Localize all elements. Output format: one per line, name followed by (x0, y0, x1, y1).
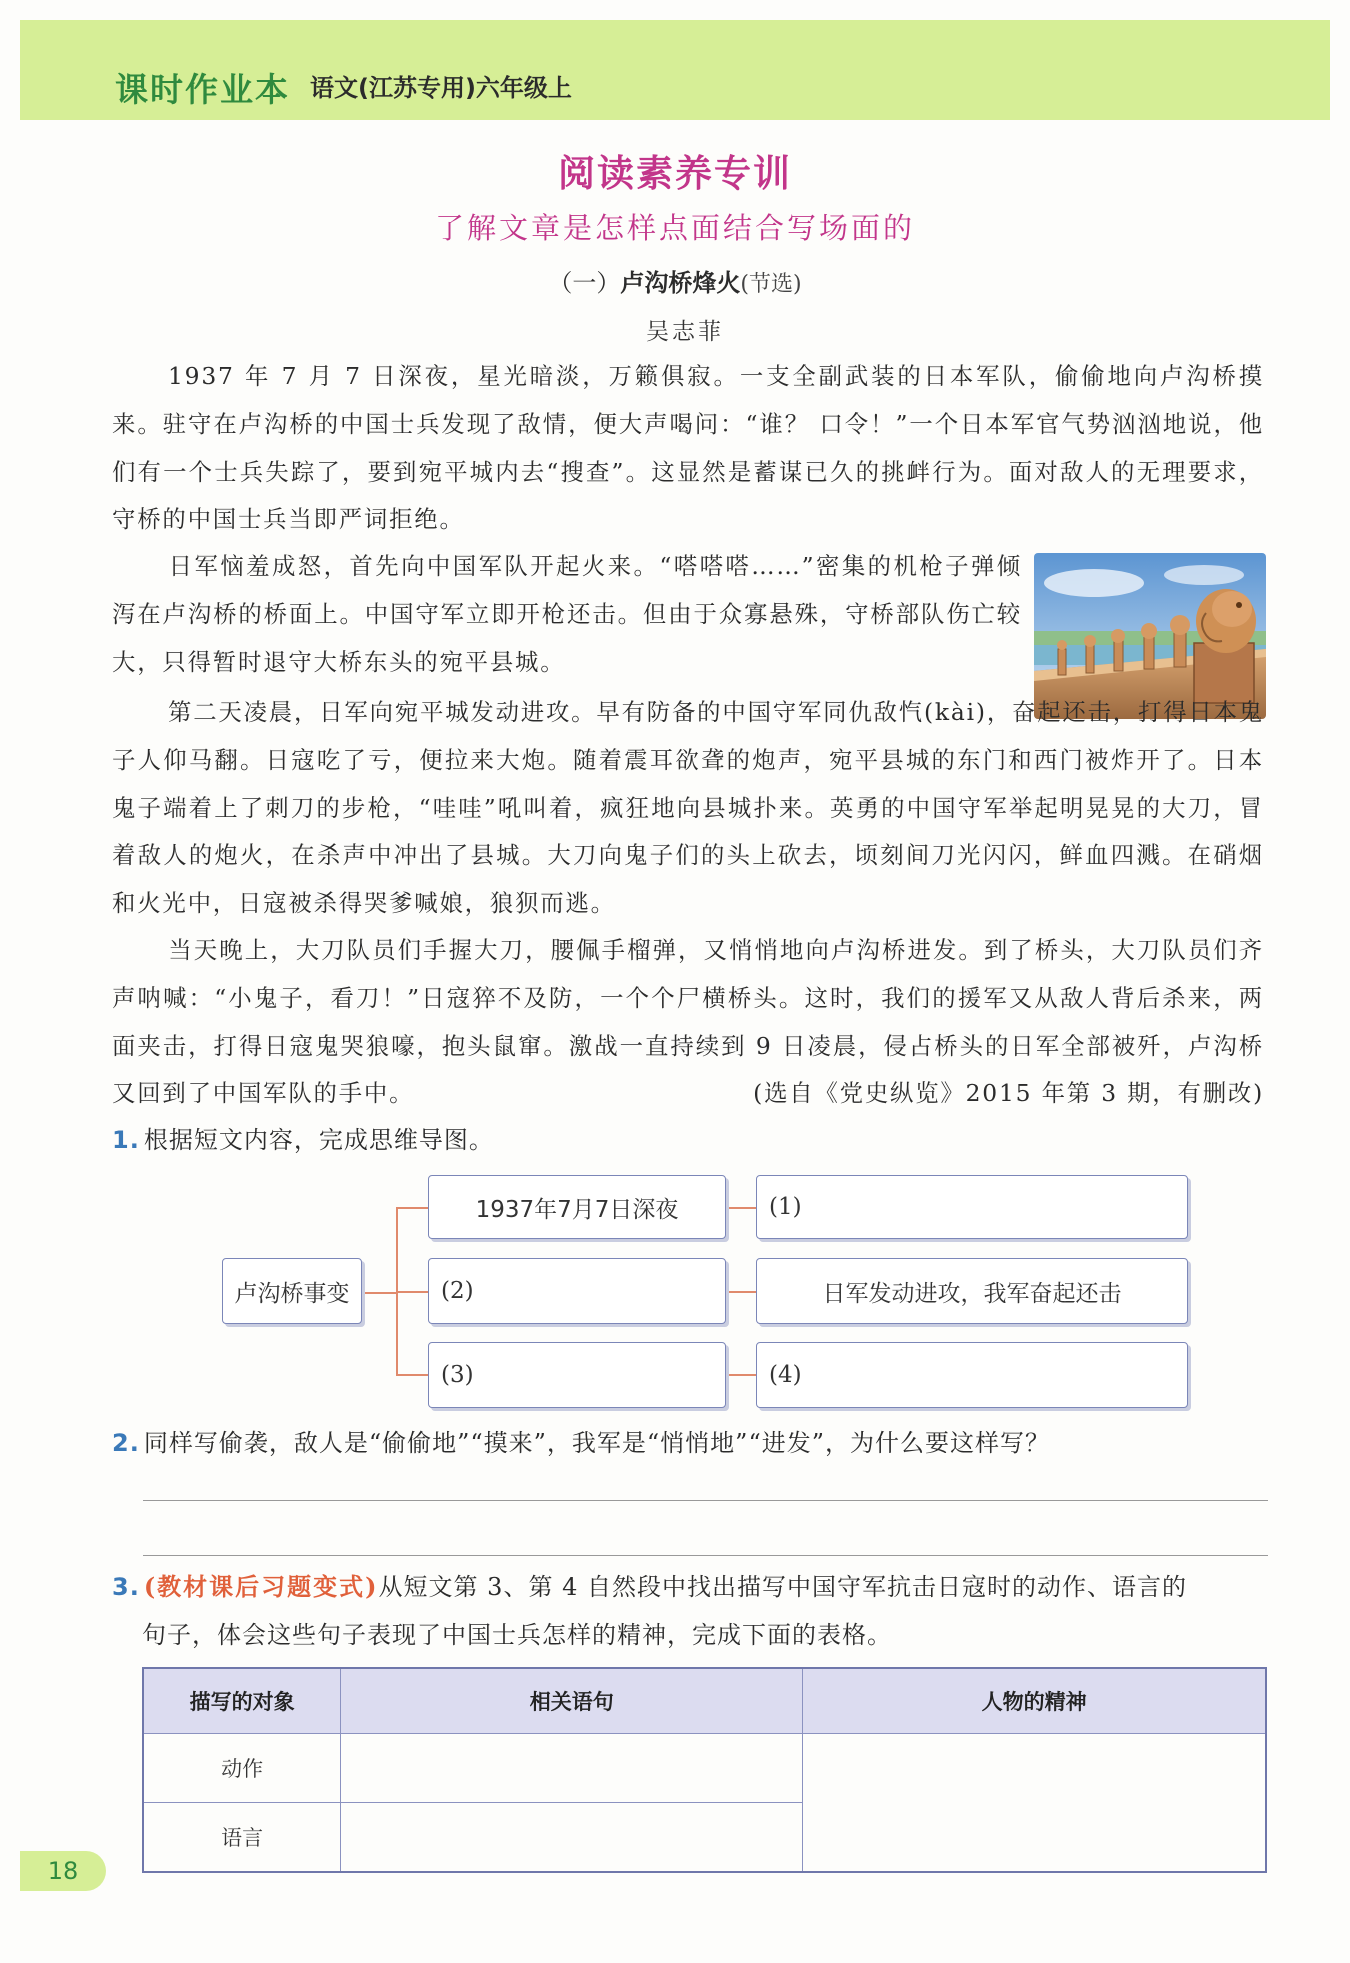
question-1 (112, 1116, 494, 1164)
table-header: 描写的对象 (143, 1668, 341, 1734)
connector (726, 1207, 756, 1209)
source-note: (选自《党史纵览》2015 年第 3 期，有删改) (753, 1079, 1264, 1108)
passage-number: （一） (548, 269, 621, 297)
mind-map-blank-2[interactable]: (2) (428, 1258, 726, 1324)
author: 吴志菲 (646, 319, 724, 345)
passage-note: (节选) (740, 272, 802, 297)
answer-line[interactable] (143, 1555, 1268, 1556)
connector (362, 1292, 396, 1294)
answer-line[interactable] (143, 1500, 1268, 1501)
question-1-number: 1. (112, 1126, 140, 1154)
passage-title (0, 263, 1350, 298)
table-row (143, 1734, 1266, 1803)
answer-table (142, 1667, 1267, 1873)
brand-title: 课时作业本 (115, 70, 290, 109)
mind-map-blank-3[interactable]: (3) (428, 1342, 726, 1408)
spirit-cell[interactable] (803, 1734, 1266, 1873)
row-label-speech: 语言 (143, 1803, 341, 1873)
table-header: 相关语句 (341, 1668, 803, 1734)
passage-name: 卢沟桥烽火 (620, 269, 741, 297)
paragraph-4 (112, 927, 1264, 1118)
question-2-number: 2. (112, 1429, 140, 1457)
sentence-cell[interactable] (341, 1803, 803, 1873)
question-3-text: 从短文第 3、第 4 自然段中找出描写中国守军抗击日寇时的动作、语言的 (378, 1573, 1187, 1601)
connector (396, 1207, 428, 1209)
connector (726, 1374, 756, 1376)
question-2-text: 同样写偷袭，敌人是“偷偷地”“摸来”，我军是“悄悄地”“进发”，为什么要这样写？ (143, 1429, 1050, 1457)
question-3-text-line2: 句子，体会这些句子表现了中国士兵怎样的精神，完成下面的表格。 (142, 1621, 892, 1649)
paragraph-2-text: 日军恼羞成怒，首先向中国军队开起火来。“嗒嗒嗒……”密集的机枪子弹倾泻在卢沟桥的桥面上。中国守军立即开枪还击。但由于众寡悬殊，守桥部队伤亡较大，只得暂时退守大桥东头的宛平县城。 (112, 552, 1022, 676)
question-1-text: 根据短文内容，完成思维导图。 (143, 1126, 494, 1154)
mind-map-blank-1[interactable]: (1) (756, 1175, 1188, 1239)
row-label-action: 动作 (143, 1734, 341, 1803)
book-info: 语文(江苏专用)六年级上 (310, 74, 572, 102)
question-3-tag: (教材课后习题变式) (143, 1572, 379, 1601)
mind-map-root: 卢沟桥事变 (222, 1258, 362, 1324)
connector (726, 1291, 756, 1293)
question-2 (112, 1419, 1050, 1467)
mind-map-time-node: 1937年7月7日深夜 (428, 1175, 726, 1239)
table-header-row (143, 1668, 1266, 1734)
mind-map-event-node: 日军发动进攻，我军奋起还击 (756, 1258, 1188, 1324)
paragraph-1 (112, 353, 1264, 544)
page-number: 18 (20, 1851, 106, 1891)
section-subtitle: 了解文章是怎样点面结合写场面的 (434, 211, 915, 245)
connector (396, 1291, 428, 1293)
mind-map-blank-4[interactable]: (4) (756, 1342, 1188, 1408)
sentence-cell[interactable] (341, 1734, 803, 1803)
question-3 (112, 1563, 1272, 1659)
paragraph-3 (112, 689, 1264, 928)
question-3-number: 3. (112, 1573, 140, 1601)
paragraph-1-text: 1937 年 7 月 7 日深夜，星光暗淡，万籁俱寂。一支全副武装的日本军队，偷偷地向卢沟桥摸来。驻守在卢沟桥的中国士兵发现了敌情，便大声喝问：“谁？ 口令！”一个日本军官气势汹汹地说，他们有一个士兵失踪了，要到宛平城内去“搜查”。这显然是蓄谋已久的挑衅行为。面对敌人的无理要求，守桥的中国士兵当即严词拒绝。 (112, 362, 1264, 534)
paragraph-2 (112, 543, 1022, 686)
section-title: 阅读素养专训 (558, 152, 792, 195)
paragraph-4-text: 当天晚上，大刀队员们手握大刀，腰佩手榴弹，又悄悄地向卢沟桥进发。到了桥头，大刀队员们齐声呐喊：“小鬼子，看刀！”日寇猝不及防，一个个尸横桥头。这时，我们的援军又从敌人背后杀来，两面夹击，打得日寇鬼哭狼嚎，抱头鼠窜。激战一直持续到 9 日凌晨，侵占桥头的日军全部被歼，卢沟桥又回到了中国军队的手中。 (112, 936, 1264, 1108)
connector (396, 1374, 428, 1376)
paragraph-3-text: 第二天凌晨，日军向宛平城发动进攻。早有防备的中国守军同仇敌忾(kài)，奋起还击，打得日本鬼子人仰马翻。日寇吃了亏，便拉来大炮。随着震耳欲聋的炮声，宛平县城的东门和西门被炸开了。日本鬼子端着上了刺刀的步枪，“哇哇”吼叫着，疯狂地向县城扑来。英勇的中国守军举起明晃晃的大刀，冒着敌人的炮火，在杀声中冲出了县城。大刀向鬼子们的头上砍去，顷刻间刀光闪闪，鲜血四溅。在硝烟和火光中，日寇被杀得哭爹喊娘，狼狈而逃。 (112, 698, 1264, 918)
table-header: 人物的精神 (803, 1668, 1266, 1734)
